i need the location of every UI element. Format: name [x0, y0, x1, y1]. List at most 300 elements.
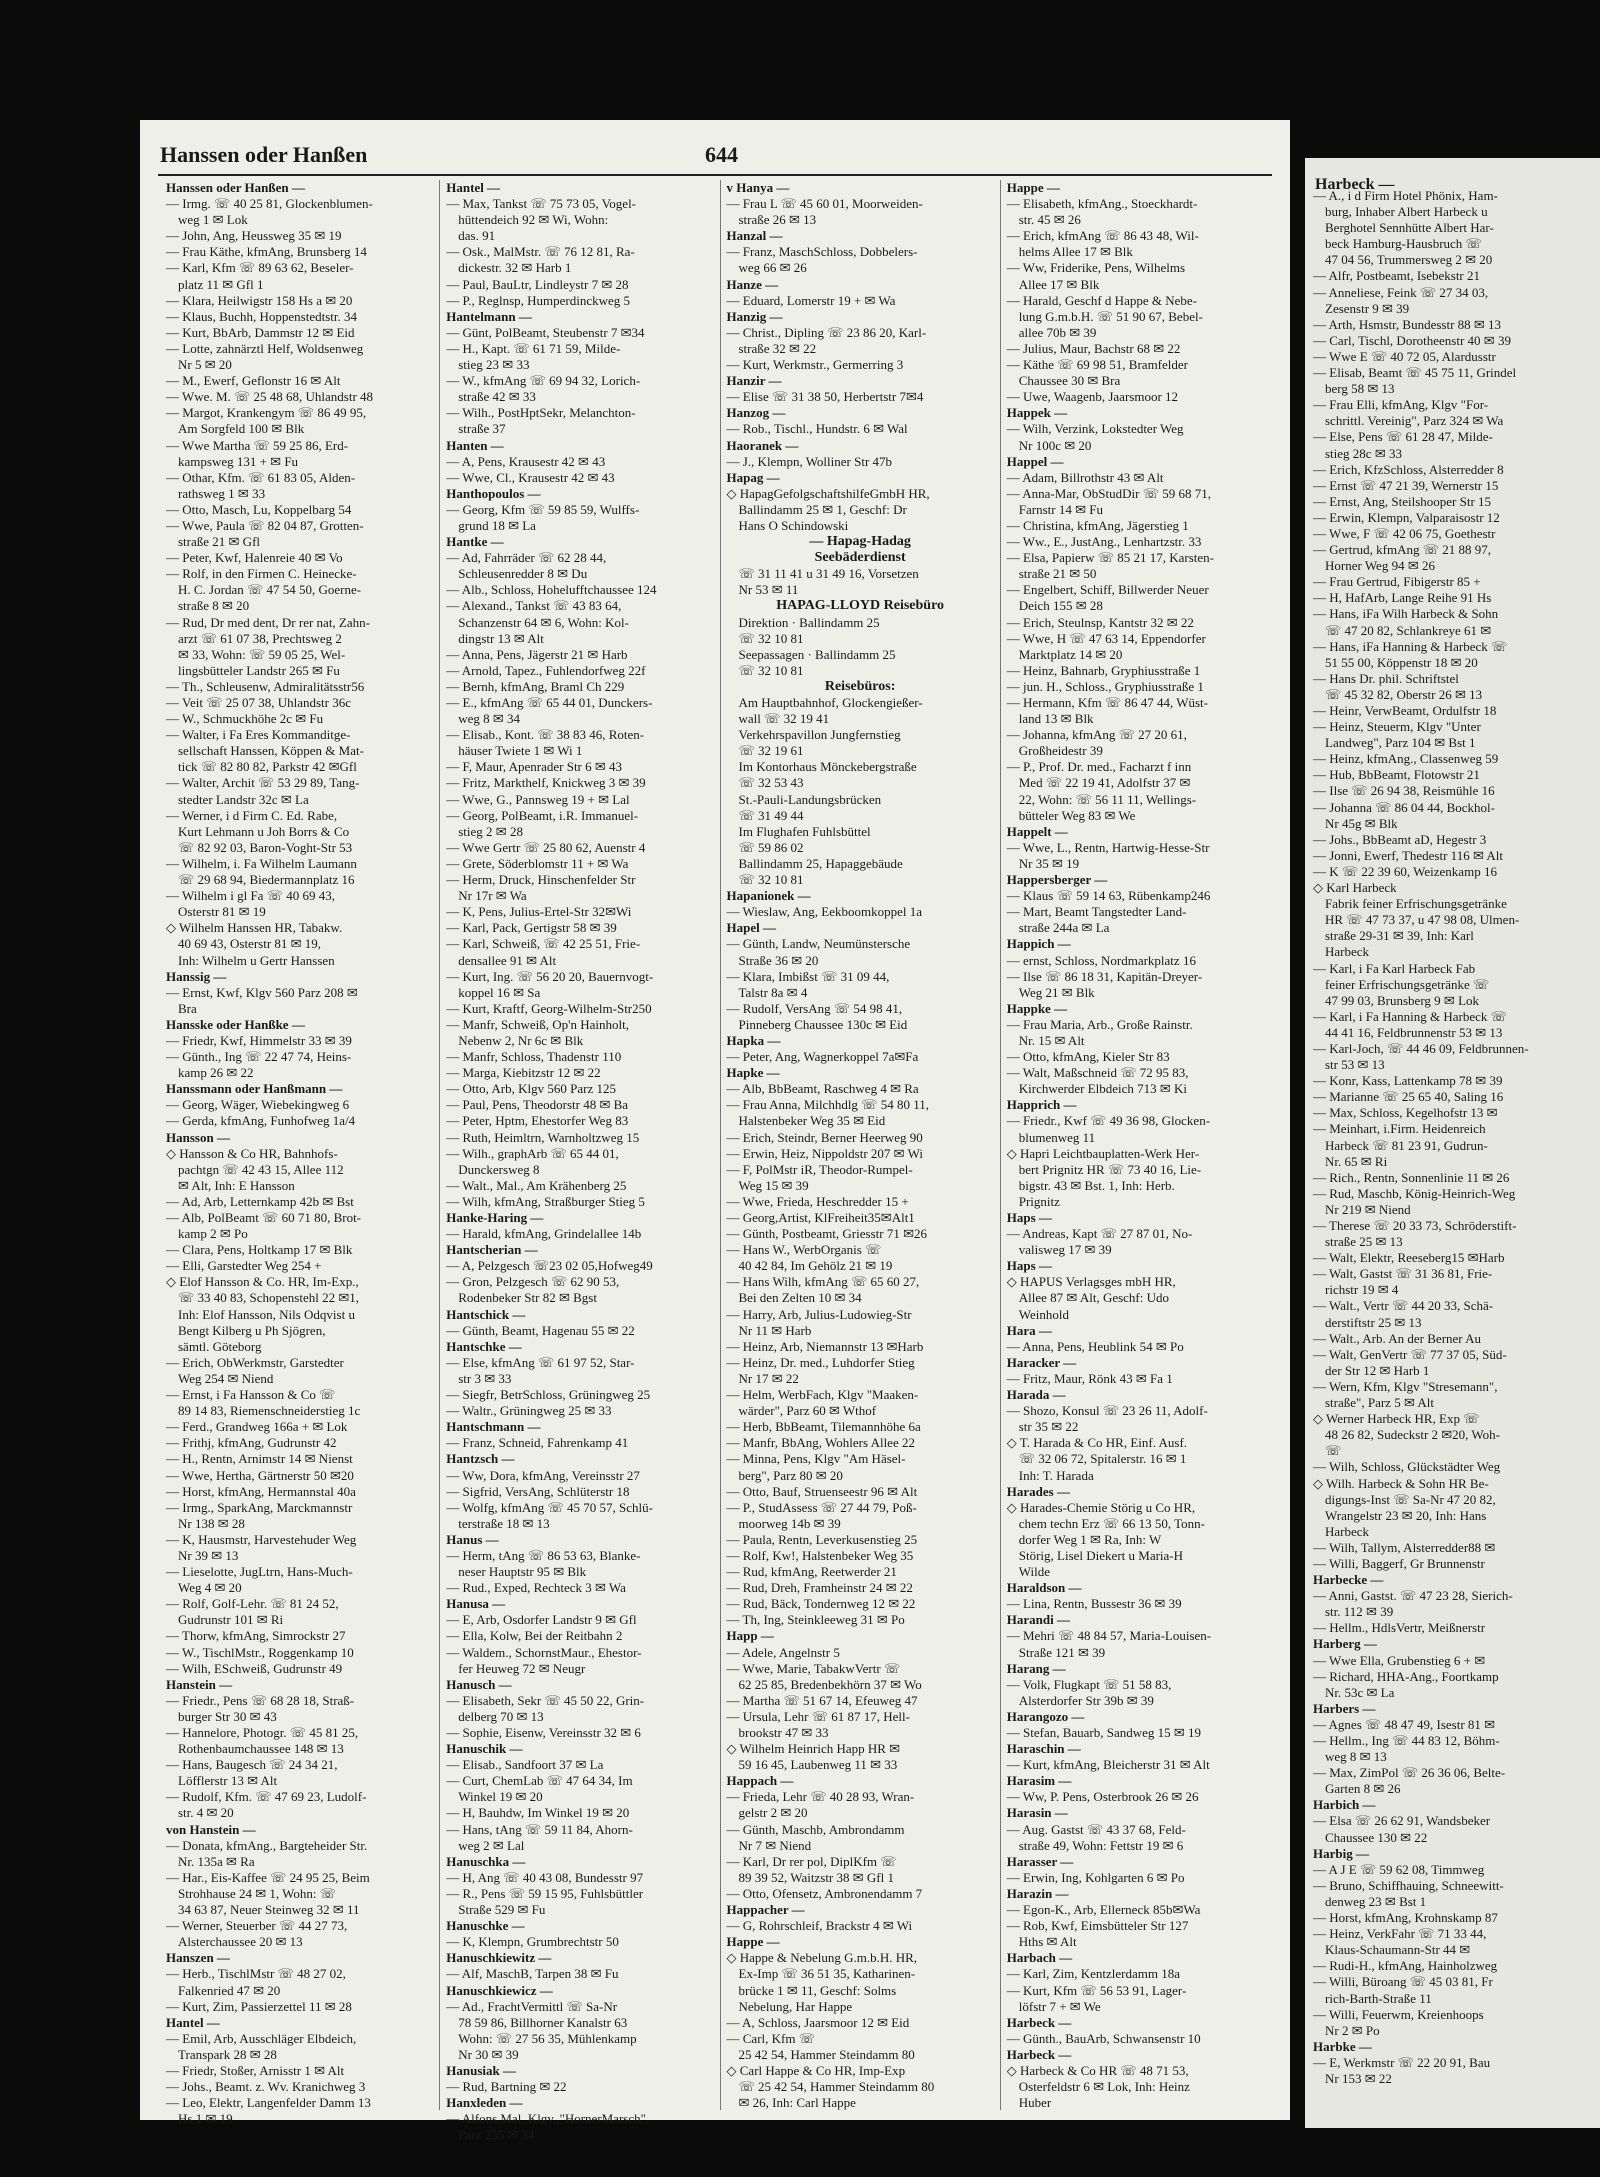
entry-continuation: Osterstr 81 ✉ 19: [178, 904, 266, 920]
surname-heading: Happrich —: [1006, 1097, 1077, 1113]
entry-line: — Heinz, Bahnarb, Gryphiusstraße 1: [1006, 662, 1201, 678]
entry-line: — Erwin, Klempn, Valparaisostr 12: [1313, 509, 1500, 525]
surname-heading: Hanke-Haring —: [446, 1210, 544, 1225]
entry-continuation: 89 14 83, Riemenschneiderstieg 1c: [178, 1403, 361, 1419]
entry-continuation: ☏ 45 32 82, Oberstr 26 ✉ 13: [1325, 686, 1483, 702]
surname-heading: v Hanya —: [726, 180, 790, 195]
entry-line: — Wwe, H ☏ 47 63 14, Eppendorfer: [1006, 630, 1206, 646]
header-rule: [158, 174, 1272, 176]
surname-heading: Hanszen —: [166, 1950, 230, 1966]
entry-continuation: Harbeck: [1325, 944, 1370, 960]
entry-line: — Elsa ☏ 26 62 91, Wandsbeker: [1313, 1813, 1491, 1829]
entry-continuation: ☏ 82 92 03, Baron-Voght-Str 53: [178, 839, 353, 855]
entry-line: — Otto, kfmAng, Kieler Str 83: [1006, 1049, 1170, 1065]
entry-line: — Osk., MalMstr. ☏ 76 12 81, Ra-: [446, 244, 635, 260]
entry-line: — Wilh., PostHptSekr, Melanchton-: [446, 405, 636, 421]
surname-heading: Hanssmann oder Hanßmann —: [166, 1081, 343, 1097]
adjacent-page: [1305, 158, 1600, 2128]
entry-line: — A, Pens, Krausestr 42 ✉ 43: [446, 453, 606, 469]
entry-line: — Anneliese, Feink ☏ 27 34 03,: [1313, 284, 1489, 300]
entry-line: ◇ T. Harada & Co HR, Einf. Ausf.: [1006, 1435, 1188, 1451]
entry-line: — Werner, i d Firm C. Ed. Rabe,: [166, 807, 338, 823]
entry-line: — E., kfmAng ☏ 65 44 01, Dunckers-: [446, 695, 653, 710]
entry-line: — Wwe, G., Pannsweg 19 + ✉ Lal: [446, 791, 630, 807]
entry-continuation: Gudrunstr 101 ✉ Ri: [178, 1612, 284, 1628]
entry-line: — Arth, Hsmstr, Bundesstr 88 ✉ 13: [1313, 316, 1502, 332]
entry-continuation: lung G.m.b.H. ☏ 51 90 67, Bebel-: [1018, 308, 1203, 324]
entry-line: — Anna-Mar, ObStudDir ☏ 59 68 71,: [1006, 485, 1211, 501]
entry-line: — Peter, Kwf, Halenreie 40 ✉ Vo: [166, 550, 343, 566]
entry-continuation: Verkehrspavillon Jungfernstieg: [738, 727, 901, 743]
entry-line: — W., Schmuckhöhe 2c ✉ Fu: [166, 711, 324, 727]
surname-heading: Harberg —: [1313, 1636, 1377, 1652]
entry-line: — Ww, Friderike, Pens, Wilhelms: [1006, 260, 1186, 276]
entry-line: — Wwe, L., Rentn, Hartwig-Hesse-Str: [1006, 839, 1210, 855]
entry-line: — Else, Pens ☏ 61 28 47, Milde-: [1313, 429, 1493, 445]
entry-continuation: dingstr 13 ✉ Alt: [458, 630, 544, 646]
entry-line: — A, Pelzgesch ☏23 02 05,Hofweg49: [446, 1258, 653, 1274]
entry-line: — Walt, Elektr, Reeseberg15 ✉Harb: [1313, 1250, 1505, 1266]
entry-continuation: allee 70b ✉ 39: [1018, 324, 1097, 340]
entry-continuation: Nr 30 ✉ 39: [458, 2046, 519, 2062]
entry-line: — Julius, Maur, Bachstr 68 ✉ 22: [1006, 340, 1181, 356]
entry-line: — Siegfr, BetrSchloss, Grüningweg 25: [446, 1387, 651, 1403]
entry-continuation: Straße 36 ✉ 20: [738, 952, 819, 968]
entry-line: — W., kfmAng ☏ 69 94 32, Lorich-: [446, 373, 641, 389]
surname-heading: Hantel —: [166, 2014, 220, 2030]
entry-line: — Frau Elli, kfmAng, Klgv "For-: [1313, 397, 1489, 413]
entry-continuation: Nr 138 ✉ 28: [178, 1515, 245, 1531]
surname-heading: Harasser —: [1006, 1853, 1074, 1869]
entry-line: — Shozo, Konsul ☏ 23 26 11, Adolf-: [1006, 1403, 1208, 1419]
entry-line: — Peter, Hptm, Ehestorfer Weg 83: [446, 1113, 629, 1129]
entry-line: — Hellm., Ing ☏ 44 83 12, Böhm-: [1313, 1733, 1500, 1748]
entry-line: — Lieselotte, JugLtrn, Hans-Much-: [166, 1564, 353, 1580]
entry-line: — Alfons,Mal, Klgv.,"HornerMarsch",: [446, 2111, 650, 2127]
entry-line: — Heinz, Arb, Niemannstr 13 ✉Harb: [726, 1338, 924, 1354]
advert-line: Reisebüros:: [824, 678, 896, 694]
surname-heading: Harada —: [1006, 1387, 1066, 1403]
entry-line: — Th, Ing, Steinkleeweg 31 ✉ Po: [726, 1612, 905, 1628]
entry-line: — Andreas, Kapt ☏ 27 87 01, No-: [1006, 1226, 1193, 1242]
surname-heading: Harbig —: [1313, 1845, 1369, 1861]
entry-continuation: land 13 ✉ Blk: [1018, 711, 1094, 727]
entry-line: — Christina, kfmAng, Jägerstieg 1: [1006, 517, 1189, 533]
surname-heading: Hanssig —: [166, 968, 227, 984]
entry-line: — Walter, i Fa Eres Kommanditge-: [166, 727, 351, 743]
entry-continuation: Nr 219 ✉ Niend: [1325, 1201, 1411, 1217]
entry-line: — Karl, i Fa Hanning & Harbeck ☏: [1313, 1008, 1507, 1024]
entry-line: — Frau Gertrud, Fibigerstr 85 +: [1313, 574, 1481, 590]
entry-continuation: straße 29-31 ✉ 39, Inh: Karl: [1325, 928, 1474, 944]
entry-line: — Mart, Beamt Tangstedter Land-: [1006, 904, 1187, 920]
surname-heading: Hantscherian —: [446, 1242, 538, 1258]
entry-line: — Paul, BauLtr, Lindleystr 7 ✉ 28: [446, 276, 629, 292]
entry-line: — Eduard, Lomerstr 19 + ✉ Wa: [726, 292, 896, 308]
entry-continuation: Nr 39 ✉ 13: [178, 1547, 239, 1563]
entry-continuation: str. 112 ✉ 39: [1325, 1604, 1394, 1620]
entry-line: — Adam, Billrothstr 43 ✉ Alt: [1006, 469, 1164, 485]
entry-continuation: Pinneberg Chaussee 130c ✉ Eid: [738, 1016, 908, 1032]
surname-heading: Hanusa —: [446, 1596, 506, 1612]
entry-continuation: Weg 254 ✉ Niend: [178, 1370, 274, 1386]
entry-continuation: 62 25 85, Bredenbekhörn 37 ✉ Wo: [738, 1676, 922, 1692]
entry-continuation: Deich 155 ✉ 28: [1018, 598, 1103, 614]
entry-continuation: Nr. 15 ✉ Alt: [1018, 1032, 1085, 1048]
entry-line: — Horst, kfmAng, Krohnskamp 87: [1313, 1910, 1498, 1926]
entry-line: — Erich, Steulnsp, Kantstr 32 ✉ 22: [1006, 614, 1194, 630]
entry-line: — Anna, Pens, Heublink 54 ✉ Po: [1006, 1338, 1184, 1354]
entry-continuation: Weg 15 ✉ 39: [738, 1177, 809, 1193]
entry-line: — Kurt, kfmAng, Bleicherstr 31 ✉ Alt: [1006, 1757, 1210, 1773]
entry-continuation: Bra: [178, 1000, 197, 1016]
entry-line: — Frau Anna, Milchhdlg ☏ 54 80 11,: [726, 1097, 929, 1113]
entry-line: — Bruno, Schiffhauing, Schneewitt-: [1313, 1877, 1504, 1893]
entry-line: — Manfr, BbAng, Wohlers Allee 22: [726, 1435, 915, 1451]
entry-continuation: Fabrik feiner Erfrischungsgetränke: [1325, 896, 1507, 912]
entry-line: — Hans Dr. phil. Schriftstel: [1313, 670, 1459, 686]
entry-continuation: straße 49, Wohn: Fettstr 19 ✉ 6: [1018, 1837, 1184, 1853]
entry-line: — P., StudAssess ☏ 27 44 79, Poß-: [726, 1499, 917, 1515]
entry-continuation: str. 4 ✉ 20: [178, 1805, 234, 1821]
surname-heading: Hanxleden —: [446, 2095, 523, 2111]
entry-line: — Willi, Baggerf, Gr Brunnenstr: [1313, 1555, 1485, 1571]
surname-heading: Hanusch —: [446, 1676, 512, 1692]
entry-line: — Hans W., WerbOrganis ☏: [726, 1242, 882, 1258]
entry-line: — Jonni, Ewerf, Thedestr 116 ✉ Alt: [1313, 847, 1503, 863]
surname-heading: Harbeck —: [1006, 2014, 1072, 2030]
surname-heading: Happel —: [1006, 453, 1064, 469]
entry-line: — Georg, PolBeamt, i.R. Immanuel-: [446, 807, 639, 823]
entry-continuation: str 53 ✉ 13: [1325, 1057, 1385, 1073]
entry-continuation: denweg 23 ✉ Bst 1: [1325, 1893, 1427, 1909]
entry-line: ◇ Carl Happe & Co HR, Imp-Exp: [726, 2062, 906, 2078]
entry-line: — Wilh, Schloss, Glückstädter Weg: [1313, 1459, 1501, 1475]
entry-line: — P., Reglnsp, Humperdinckweg 5: [446, 292, 631, 308]
entry-line: — Hans Wilh, kfmAng ☏ 65 60 27,: [726, 1274, 920, 1290]
surname-heading: Hanthopoulos —: [446, 485, 541, 501]
entry-line: — Rudi-H., kfmAng, Hainholzweg: [1313, 1958, 1498, 1974]
entry-line: — Herm, Druck, Hinschenfelder Str: [446, 872, 636, 888]
entry-continuation: Harbeck ☏ 81 23 91, Gudrun-: [1325, 1137, 1488, 1153]
entry-line: — Alb, BbBeamt, Raschweg 4 ✉ Ra: [726, 1081, 919, 1097]
entry-line: — H., Rentn, Arnimstr 14 ✉ Nienst: [166, 1451, 353, 1467]
surname-heading: Harbecke —: [1313, 1572, 1384, 1588]
entry-line: — Elisab., Kont. ☏ 38 83 46, Roten-: [446, 727, 645, 743]
entry-line: — John, Ang, Heussweg 35 ✉ 19: [166, 228, 342, 244]
entry-continuation: densallee 91 ✉ Alt: [458, 952, 557, 968]
entry-continuation: Hs 1 ✉ 19: [178, 2111, 233, 2127]
entry-line: — Heinz, Dr. med., Luhdorfer Stieg: [726, 1354, 915, 1370]
entry-line: — Ernst, Kwf, Klgv 560 Parz 208 ✉: [166, 984, 358, 1000]
surname-heading: Hantschke —: [446, 1338, 522, 1354]
entry-line: ◇ Hapri Leichtbauplatten-Werk Her-: [1006, 1145, 1200, 1161]
surname-heading: Haps —: [1006, 1258, 1052, 1274]
entry-line: — Gerda, kfmAng, Funhofweg 1a/4: [166, 1113, 356, 1129]
entry-line: — Walt, Maßschneid ☏ 72 95 83,: [1006, 1065, 1189, 1081]
surname-heading: Hantel —: [446, 180, 501, 195]
surname-heading: Hansske oder Hanßke —: [166, 1016, 305, 1032]
entry-continuation: H. C. Jordan ☏ 47 54 50, Goerne-: [178, 582, 362, 598]
entry-line: — Erich, ObWerkmstr, Garstedter: [166, 1354, 344, 1370]
surname-heading: Hanus —: [446, 1531, 499, 1547]
entry-line: — Karl, i Fa Karl Harbeck Fab: [1313, 960, 1476, 976]
entry-line: — Ad, Arb, Letternkamp 42b ✉ Bst: [166, 1193, 354, 1209]
entry-line: — Ad, Fahrräder ☏ 62 28 44,: [446, 550, 607, 566]
entry-line: — Elise ☏ 31 38 50, Herbertstr 7✉4: [726, 389, 924, 405]
entry-line: — Erich, KfzSchloss, Alsterredder 8: [1313, 461, 1504, 477]
entry-line: — Johanna, kfmAng ☏ 27 20 61,: [1006, 727, 1187, 743]
entry-line: — Wwe Gertr ☏ 25 80 62, Auenstr 4: [446, 839, 646, 855]
entry-continuation: Wilde: [1018, 1564, 1050, 1580]
entry-continuation: Klaus-Schaumann-Str 44 ✉: [1325, 1942, 1471, 1958]
entry-line: — Hans, iFa Wilh Harbeck & Sohn: [1313, 606, 1499, 622]
entry-line: ◇ Wilhelm Heinrich Happ HR ✉: [726, 1741, 901, 1757]
entry-continuation: Talstr 8a ✉ 4: [738, 984, 808, 1000]
entry-line: — Elisabeth, kfmAng., Stoeckhardt-: [1006, 196, 1198, 212]
entry-continuation: Farnstr 14 ✉ Fu: [1018, 501, 1103, 517]
entry-continuation: straße 26 ✉ 13: [738, 212, 817, 228]
entry-line: — Rudolf, Kfm. ☏ 47 69 23, Ludolf-: [166, 1789, 367, 1805]
entry-line: ◇ Harbeck & Co HR ☏ 48 71 53,: [1006, 2062, 1189, 2078]
entry-line: — K ☏ 22 39 60, Weizenkamp 16: [1313, 863, 1497, 879]
entry-line: — Ferd., Grandweg 166a + ✉ Lok: [166, 1419, 348, 1435]
entry-line: — Wwe, F ☏ 42 06 75, Goethestr: [1313, 525, 1496, 541]
running-head: Hanssen oder Hanßen: [160, 142, 368, 167]
entry-continuation: Rodenbeker Str 82 ✉ Bgst: [458, 1290, 597, 1306]
entry-line: — Rud, kfmAng, Reetwerder 21: [726, 1564, 897, 1580]
entry-line: — Ella, Kolw, Bei der Reitbahn 2: [446, 1628, 623, 1644]
entry-line: — Erich, Steindr, Berner Heerweg 90: [726, 1129, 923, 1145]
entry-line: — Helm, WerbFach, Klgv "Maaken-: [726, 1387, 919, 1403]
surname-heading: Hapag —: [726, 469, 780, 485]
entry-continuation: str 3 ✉ 33: [458, 1370, 512, 1386]
entry-continuation: der Str 12 ✉ Harb 1: [1325, 1362, 1430, 1378]
entry-line: — Karl, Kfm ☏ 89 63 62, Beseler-: [166, 260, 354, 276]
entry-line: — Richard, HHA-Ang., Foortkamp: [1313, 1668, 1499, 1684]
entry-line: — Klara, Heilwigstr 158 Hs a ✉ 20: [166, 292, 353, 308]
entry-line: — Erich, kfmAng ☏ 86 43 48, Wil-: [1006, 228, 1199, 244]
entry-line: — Wwe E ☏ 40 72 05, Alardusstr: [1313, 348, 1496, 364]
entry-continuation: straße 21 ✉ Gfl: [178, 534, 261, 550]
entry-line: — Rob, Kwf, Eimsbütteler Str 127: [1006, 1918, 1189, 1934]
entry-continuation: Wohn: ☏ 27 56 35, Mühlenkamp: [458, 2030, 637, 2046]
surname-heading: Hanuschkiewitz —: [446, 1950, 552, 1966]
entry-continuation: Allee 87 ✉ Alt, Geschf: Udo: [1018, 1290, 1170, 1306]
surname-heading: Hanusiak —: [446, 2062, 516, 2078]
entry-line: — Uwe, Waagenb, Jaarsmoor 12: [1006, 389, 1179, 405]
entry-line: ◇ Werner Harbeck HR, Exp ☏: [1313, 1411, 1480, 1427]
entry-line: — Elisab., Sandfoort 37 ✉ La: [446, 1757, 604, 1773]
surname-heading: Harbeck —: [1006, 2046, 1072, 2062]
entry-line: — Hans, Baugesch ☏ 24 34 21,: [166, 1757, 338, 1773]
entry-continuation: stieg 2 ✉ 28: [458, 823, 523, 839]
entry-line: — Hellm., HdlsVertr, Meißnerstr: [1313, 1620, 1486, 1636]
entry-line: — R., Pens ☏ 59 15 95, Fuhlsbüttler: [446, 1885, 644, 1901]
entry-line: — Käthe ☏ 69 98 51, Bramfelder: [1006, 357, 1188, 373]
entry-continuation: Nr 100c ✉ 20: [1018, 437, 1092, 453]
entry-continuation: Großheidestr 39: [1018, 743, 1103, 759]
entry-line: — Otto, Ofensetz, Ambronendamm 7: [726, 1885, 923, 1901]
surname-heading: Happich —: [1006, 936, 1071, 952]
entry-line: — Agnes ☏ 48 47 49, Isestr 81 ✉: [1313, 1716, 1496, 1732]
surname-heading: Happacher —: [726, 1902, 805, 1918]
entry-continuation: Zesenstr 9 ✉ 39: [1325, 300, 1410, 316]
entry-continuation: Med ☏ 22 19 41, Adolfstr 37 ✉: [1018, 775, 1191, 791]
entry-line: — Heinz, Steuerm, Klgv "Unter: [1313, 719, 1481, 735]
entry-line: — Konr, Kass, Lattenkamp 78 ✉ 39: [1313, 1073, 1503, 1089]
entry-continuation: Am Sorgfeld 100 ✉ Blk: [178, 421, 305, 437]
entry-line: — Wilh., graphArb ☏ 65 44 01,: [446, 1145, 619, 1161]
entry-continuation: Horner Weg 94 ✉ 26: [1325, 558, 1435, 574]
entry-continuation: Prignitz: [1018, 1193, 1060, 1209]
entry-line: — Leo, Elektr, Langenfelder Damm 13: [166, 2095, 371, 2111]
entry-continuation: blumenweg 11: [1018, 1129, 1096, 1145]
entry-continuation: ☏: [1325, 1443, 1342, 1459]
entry-continuation: Landweg", Parz 104 ✉ Bst 1: [1325, 735, 1476, 751]
entry-line: — Martha ☏ 51 67 14, Efeuweg 47: [726, 1692, 918, 1708]
entry-continuation: Weinhold: [1018, 1306, 1069, 1322]
entry-line: — Horst, kfmAng, Hermannstal 40a: [166, 1483, 356, 1499]
entry-continuation: kampsweg 131 + ✉ Fu: [178, 453, 299, 469]
entry-continuation: kamp 26 ✉ 22: [178, 1065, 254, 1081]
entry-continuation: Marktplatz 14 ✉ 20: [1018, 646, 1123, 662]
entry-continuation: Transpark 28 ✉ 28: [178, 2046, 277, 2062]
entry-line: — Adele, Angelnstr 5: [726, 1644, 840, 1660]
entry-continuation: Inh: Wilhelm u Gertr Hanssen: [178, 952, 335, 968]
entry-line: — Ursula, Lehr ☏ 61 87 17, Hell-: [726, 1708, 910, 1724]
entry-continuation: Im Flughafen Fuhlsbüttel: [738, 823, 871, 839]
entry-continuation: Nr 11 ✉ Harb: [738, 1322, 812, 1338]
surname-heading: Happek —: [1006, 405, 1068, 421]
entry-continuation: Harbeck: [1325, 1523, 1370, 1539]
surname-heading: Haraschin —: [1006, 1741, 1081, 1757]
entry-continuation: Nr 5 ✉ 20: [178, 357, 232, 373]
entry-continuation: ☏ 47 20 82, Schlankreye 61 ✉: [1325, 622, 1492, 638]
entry-continuation: dickestr. 32 ✉ Harb 1: [458, 260, 572, 276]
entry-line: — Wilh, ESchweiß, Gudrunstr 49: [166, 1660, 343, 1676]
entry-continuation: Rothenbaumchaussee 148 ✉ 13: [178, 1741, 344, 1757]
entry-continuation: Direktion · Ballindamm 25: [738, 614, 880, 630]
entry-continuation: hüttendeich 92 ✉ Wi, Wohn:: [458, 212, 609, 228]
entry-line: — Karl, Zim, Kentzlerdamm 18a: [1006, 1966, 1181, 1982]
entry-continuation: neser Hauptstr 95 ✉ Blk: [458, 1564, 587, 1580]
surname-heading: Hanstein —: [166, 1676, 233, 1692]
entry-line: — F, PolMstr iR, Theodor-Rumpel-: [726, 1161, 913, 1177]
surname-heading: Haps —: [1006, 1210, 1052, 1225]
entry-line: — Wwe, Paula ☏ 82 04 87, Grotten-: [166, 517, 364, 533]
entry-line: — Rolf, Golf-Lehr. ☏ 81 24 52,: [166, 1596, 339, 1612]
surname-heading: Hanuschke —: [446, 1918, 525, 1934]
entry-continuation: ☏ 33 40 83, Schopenstehl 22 ✉1,: [178, 1290, 359, 1306]
entry-line: — Klaus, Buchh, Hoppenstedtstr. 34: [166, 308, 358, 324]
entry-continuation: Störig, Lisel Diekert u Maria-H: [1018, 1547, 1184, 1563]
entry-line: — Anna, Pens, Jägerstr 21 ✉ Harb: [446, 646, 628, 662]
surname-heading: Haoranek —: [726, 437, 799, 453]
entry-continuation: Nr. 135a ✉ Ra: [178, 1853, 255, 1869]
entry-line: — Elsa, Papierw ☏ 85 21 17, Karsten-: [1006, 550, 1214, 566]
entry-line: — Therese ☏ 20 33 73, Schröderstift-: [1313, 1218, 1517, 1233]
entry-line: ◇ Wilhelm Hanssen HR, Tabakw.: [166, 920, 343, 936]
entry-continuation: straße", Parz 5 ✉ Alt: [1325, 1395, 1434, 1411]
entry-line: — Arnold, Tapez., Fuhlendorfweg 22f: [446, 662, 646, 678]
entry-line: — G, Rohrschleif, Brackstr 4 ✉ Wi: [726, 1918, 913, 1934]
entry-continuation: Kirchwerder Elbdeich 713 ✉ Ki: [1018, 1081, 1188, 1097]
entry-line: — Erwin, Ing, Kohlgarten 6 ✉ Po: [1006, 1869, 1185, 1885]
surname-heading: Hanuschka —: [446, 1853, 526, 1869]
entry-continuation: Strohhause 24 ✉ 1, Wohn: ☏: [178, 1885, 337, 1901]
entry-line: — Lina, Rentn, Bussestr 36 ✉ 39: [1006, 1596, 1182, 1612]
entry-continuation: Weg 21 ✉ Blk: [1018, 984, 1095, 1000]
entry-line: — Willi, Büroang ☏ 45 03 81, Fr: [1313, 1974, 1493, 1990]
entry-line: — Ww, Dora, kfmAng, Vereinsstr 27: [446, 1467, 640, 1483]
entry-line: — Sigfrid, VersAng, Schlüterstr 18: [446, 1483, 630, 1499]
surname-heading: Hanuschik —: [446, 1741, 523, 1757]
entry-continuation: Ballindamm 25, Hapaggebäude: [738, 855, 903, 871]
entry-line: — Max, Tankst ☏ 75 73 05, Vogel-: [446, 196, 637, 212]
entry-continuation: straße 42 ✉ 33: [458, 389, 536, 405]
surname-heading: Hanzir —: [726, 373, 782, 389]
entry-continuation: sämtl. Göteborg: [178, 1338, 262, 1354]
entry-continuation: 22, Wohn: ☏ 56 11 11, Wellings-: [1018, 791, 1197, 807]
entry-line: — jun. H., Schloss., Gryphiusstraße 1: [1006, 678, 1204, 694]
entry-line: — Ernst, Ang, Steilshooper Str 15: [1313, 493, 1492, 509]
entry-line: — A, Schloss, Jaarsmoor 12 ✉ Eid: [726, 2014, 910, 2030]
entry-continuation: Alsterchaussee 20 ✉ 13: [178, 1934, 303, 1950]
entry-line: — Volk, Flugkapt ☏ 51 58 83,: [1006, 1676, 1172, 1692]
entry-line: — Irmg., SparkAng, Marckmannstr: [166, 1499, 353, 1515]
entry-line: — Günth., BauArb, Schwansenstr 10: [1006, 2030, 1201, 2046]
entry-line: — Walt, Gastst ☏ 31 36 81, Frie-: [1313, 1266, 1493, 1282]
entry-continuation: ☏ 25 42 54, Hammer Steindamm 80: [738, 2079, 935, 2095]
entry-continuation: ☏ 32 53 43: [738, 775, 804, 791]
entry-line: — Johs., Beamt. z. Wv. Kranichweg 3: [166, 2079, 366, 2095]
entry-continuation: fer Heuweg 72 ✉ Neugr: [458, 1660, 586, 1676]
entry-line: — Ernst ☏ 47 21 39, Wernerstr 15: [1313, 477, 1499, 493]
entry-line: — Herb., TischlMstr ☏ 48 27 02,: [166, 1966, 346, 1982]
surname-heading: Harazin —: [1006, 1885, 1069, 1901]
entry-continuation: Nr 17 ✉ 22: [738, 1370, 799, 1386]
entry-line: — Donata, kfmAng., Bargteheider Str.: [166, 1837, 368, 1853]
entry-continuation: Nr 153 ✉ 22: [1325, 2070, 1392, 2086]
entry-line: — Alb., Schloss, Hohelufftchaussee 124: [446, 582, 657, 598]
entry-line: — Clara, Pens, Holtkamp 17 ✉ Blk: [166, 1242, 353, 1258]
entry-continuation: rich-Barth-Straße 11: [1325, 1990, 1432, 2006]
entry-continuation: wall ☏ 32 19 41: [738, 711, 830, 727]
entry-continuation: Berghotel Sennhütte Albert Har-: [1325, 220, 1494, 236]
entry-continuation: straße 244a ✉ La: [1018, 920, 1110, 936]
surname-heading: von Hanstein —: [166, 1821, 256, 1837]
entry-line: — H, Bauhdw, Im Winkel 19 ✉ 20: [446, 1805, 630, 1821]
entry-line: — Meinhart, i.Firm. Heidenreich: [1313, 1121, 1486, 1137]
entry-continuation: Nr 45g ✉ Blk: [1325, 815, 1398, 831]
surname-heading: Hantke —: [446, 534, 504, 550]
entry-continuation: Am Hauptbahnhof, Glockengießer-: [738, 695, 923, 710]
entry-line: — Wilh, Verzink, Lokstedter Weg: [1006, 421, 1184, 437]
surname-heading: Harbach —: [1006, 1950, 1073, 1966]
entry-line: — Anni, Gastst. ☏ 47 23 28, Sierich-: [1313, 1588, 1513, 1604]
entry-line: — Max, Schloss, Kegelhofstr 13 ✉: [1313, 1105, 1498, 1121]
entry-line: — Rich., Rentn, Sonnenlinie 11 ✉ 26: [1313, 1169, 1510, 1185]
entry-continuation: 89 39 52, Waitzstr 38 ✉ Gfl 1: [738, 1869, 894, 1885]
entry-line: — Wolfg, kfmAng ☏ 45 70 57, Schlü-: [446, 1499, 653, 1515]
entry-continuation: bert Prignitz HR ☏ 73 40 16, Lie-: [1018, 1161, 1202, 1177]
entry-continuation: digungs-Inst ☏ Sa-Nr 47 20 82,: [1325, 1491, 1496, 1507]
entry-continuation: ☏ 32 10 81: [738, 630, 804, 646]
entry-continuation: 48 26 82, Sudeckstr 2 ✉20, Woh-: [1325, 1427, 1500, 1443]
entry-line: — Manfr, Schweiß, Op'n Hainholt,: [446, 1016, 629, 1032]
entry-line: — Carl, Kfm ☏: [726, 2030, 815, 2046]
